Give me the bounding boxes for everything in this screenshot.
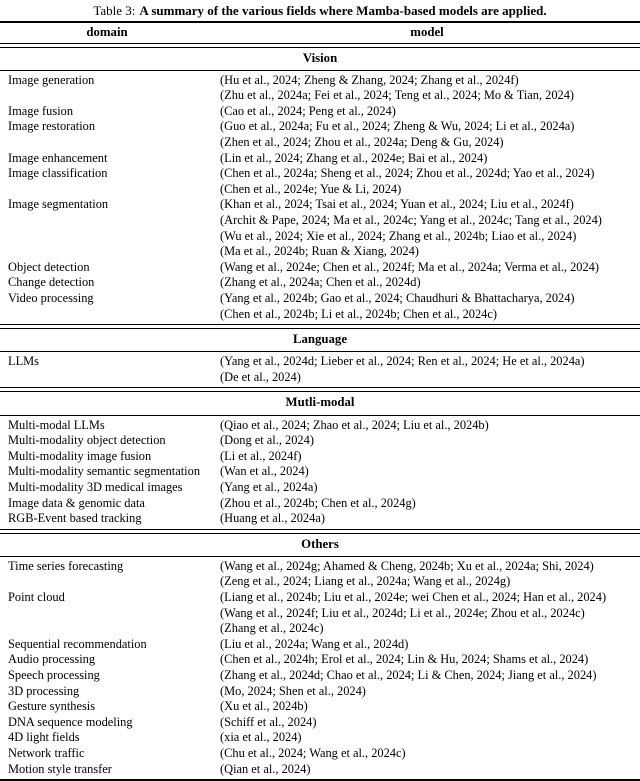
table-row (0, 668, 640, 684)
citation-line: (Zeng et al., 2024; Liang et al., 2024a; Wang et al., 2024g) (220, 574, 511, 589)
model-cell (214, 762, 640, 778)
citation-line: (Zhang et al., 2024c) (220, 621, 324, 636)
model-cell (214, 354, 640, 385)
section-header-mutli-modal: Mutli-modal (285, 395, 355, 410)
domain-cell: Image segmentation (8, 197, 109, 212)
domain-cell: Change detection (8, 275, 95, 290)
citation-line: (Liu et al., 2024a; Wang et al., 2024d) (220, 636, 409, 651)
model-cell (214, 590, 640, 637)
citation-line: (Hu et al., 2024; Zheng & Zhang, 2024; Zhang et al., 2024f) (220, 72, 519, 87)
model-cell (214, 449, 640, 465)
domain-cell: Multi-modal LLMs (8, 417, 105, 432)
model-cell (214, 119, 640, 150)
model-cell (214, 511, 640, 527)
domain-cell: Image restoration (8, 119, 96, 134)
citation-line: (Xu et al., 2024b) (220, 699, 308, 714)
domain-cell: Image classification (8, 166, 108, 181)
citation-line: (Liang et al., 2024b; Liu et al., 2024e; wei Chen et al., 2024; Han et al., 2024) (220, 590, 607, 604)
domain-cell: Sequential recommendation (8, 636, 147, 651)
model-cell (214, 418, 640, 434)
table-row (0, 354, 640, 385)
table-row (0, 511, 640, 527)
model-cell (214, 275, 640, 291)
citation-line: (Dong et al., 2024) (220, 433, 314, 448)
domain-cell: Image fusion (8, 103, 74, 118)
domain-cell: Gesture synthesis (8, 699, 96, 714)
domain-cell: Multi-modality image fusion (8, 448, 152, 463)
citation-line: (Yang et al., 2024d; Lieber et al., 2024; Ren et al., 2024; He et al., 2024a) (220, 354, 585, 369)
citation-line: (Zhang et al., 2024d; Chao et al., 2024; Li & Chen, 2024; Jiang et al., 2024) (220, 667, 597, 682)
citation-line: (Yang et al., 2024b; Gao et al., 2024; Chaudhuri & Bhattacharya, 2024) (220, 291, 575, 305)
table-row (0, 260, 640, 276)
model-cell (214, 291, 640, 322)
table-row (0, 166, 640, 197)
citation-line: (Mo, 2024; Shen et al., 2024) (220, 683, 366, 698)
model-cell (214, 496, 640, 512)
model-cell (214, 166, 640, 197)
citation-line: (Li et al., 2024f) (220, 448, 302, 463)
citation-line: (Zhang et al., 2024a; Chen et al., 2024d) (220, 275, 421, 290)
citation-line: (Zhen et al., 2024; Zhou et al., 2024a; Deng & Gu, 2024) (220, 135, 504, 150)
table-row (0, 699, 640, 715)
domain-cell: Image enhancement (8, 150, 108, 165)
model-cell (214, 668, 640, 684)
citation-line: (Chen et al., 2024a; Sheng et al., 2024; Zhou et al., 2024d; Yao et al., 2024) (220, 166, 595, 181)
table-row (0, 418, 640, 434)
model-cell (214, 480, 640, 496)
model-cell (214, 715, 640, 731)
model-cell (214, 73, 640, 104)
model-cell (214, 433, 640, 449)
citation-line: (Wang et al., 2024f; Liu et al., 2024d; Li et al., 2024e; Zhou et al., 2024c) (220, 605, 585, 620)
section-rows-mutli-modal (0, 416, 640, 529)
citation-line: (Khan et al., 2024; Tsai et al., 2024; Yuan et al., 2024; Liu et al., 2024f) (220, 197, 574, 212)
citation-line: (Huang et al., 2024a) (220, 511, 325, 526)
model-cell (214, 559, 640, 590)
table-row (0, 684, 640, 700)
citation-line: (Chu et al., 2024; Wang et al., 2024c) (220, 745, 406, 760)
domain-cell: Image data & genomic data (8, 495, 145, 510)
table-row (0, 637, 640, 653)
model-cell (214, 197, 640, 259)
caption-text: A summary of the various fields where Mamba-based models are applied. (139, 3, 547, 18)
section-rows-language (0, 352, 640, 387)
citation-line: (Lin et al., 2024; Zhang et al., 2024e; Bai et al., 2024) (220, 150, 488, 165)
domain-cell: Audio processing (8, 652, 96, 667)
model-cell (214, 464, 640, 480)
citation-line: (Cao et al., 2024; Peng et al., 2024) (220, 103, 396, 118)
model-cell (214, 730, 640, 746)
domain-cell: Network traffic (8, 745, 85, 760)
model-cell (214, 637, 640, 653)
domain-cell: Point cloud (8, 590, 65, 604)
domain-cell: Image generation (8, 72, 95, 87)
citation-line: (Chen et al., 2024h; Erol et al., 2024; Lin & Hu, 2024; Shams et al., 2024) (220, 652, 589, 667)
table-row (0, 496, 640, 512)
citation-line: (Chen et al., 2024e; Yue & Li, 2024) (220, 181, 402, 196)
citation-line: (Guo et al., 2024a; Fu et al., 2024; Zheng & Wu, 2024; Li et al., 2024a) (220, 119, 575, 134)
citation-line: (Wan et al., 2024) (220, 464, 309, 479)
table-row (0, 73, 640, 104)
model-cell (214, 699, 640, 715)
table-row (0, 762, 640, 778)
domain-cell: DNA sequence modeling (8, 714, 133, 729)
domain-cell: Multi-modality semantic segmentation (8, 464, 201, 479)
citation-line: (Schiff et al., 2024) (220, 714, 317, 729)
table-row (0, 746, 640, 762)
section-rows-others (0, 557, 640, 779)
table-row (0, 119, 640, 150)
section-rows-vision (0, 71, 640, 325)
table-row (0, 104, 640, 120)
domain-cell: Multi-modality 3D medical images (8, 479, 183, 494)
citation-line: (Wu et al., 2024; Xie et al., 2024; Zhang et al., 2024b; Liao et al., 2024) (220, 228, 577, 243)
domain-cell: Time series forecasting (8, 558, 124, 573)
table-row (0, 291, 640, 322)
domain-cell: 4D light fields (8, 730, 80, 745)
table-row (0, 449, 640, 465)
citation-line: (Chen et al., 2024b; Li et al., 2024b; Chen et al., 2024c) (220, 306, 498, 321)
table-row (0, 559, 640, 590)
domain-cell: RGB-Event based tracking (8, 511, 142, 526)
citation-line: (Yang et al., 2024a) (220, 479, 318, 494)
citation-line: (xia et al., 2024) (220, 730, 302, 745)
table-row (0, 715, 640, 731)
domain-cell: Object detection (8, 259, 90, 274)
domain-cell: Speech processing (8, 667, 100, 682)
model-cell (214, 652, 640, 668)
table-row (0, 151, 640, 167)
table-row (0, 480, 640, 496)
citation-line: (Archit & Pape, 2024; Ma et al., 2024c; Yang et al., 2024c; Tang et al., 2024) (220, 213, 602, 228)
citation-line: (Ma et al., 2024b; Ruan & Xiang, 2024) (220, 244, 419, 259)
citation-line: (Zhou et al., 2024b; Chen et al., 2024g) (220, 495, 416, 510)
table-row (0, 197, 640, 259)
table-row (0, 433, 640, 449)
table-caption (0, 0, 640, 21)
column-header-row (0, 23, 640, 43)
column-header-model: model (410, 25, 444, 39)
citation-line: (De et al., 2024) (220, 369, 301, 384)
citation-line: (Wang et al., 2024g; Ahamed & Cheng, 2024b; Xu et al., 2024a; Shi, 2024) (220, 558, 594, 573)
section-header-language: Language (292, 332, 348, 347)
table-row (0, 464, 640, 480)
table-row (0, 590, 640, 637)
model-cell (214, 151, 640, 167)
domain-cell: 3D processing (8, 683, 80, 698)
model-cell (214, 260, 640, 276)
citation-line: (Wang et al., 2024e; Chen et al., 2024f; Ma et al., 2024a; Verma et al., 2024) (220, 259, 599, 274)
table-row (0, 730, 640, 746)
section-header-vision: Vision (302, 50, 338, 65)
model-cell (214, 684, 640, 700)
model-cell (214, 746, 640, 762)
citation-line: (Qian et al., 2024) (220, 761, 311, 776)
domain-cell: Multi-modality object detection (8, 433, 166, 448)
model-cell (214, 104, 640, 120)
table-row (0, 652, 640, 668)
column-header-domain: domain (86, 25, 128, 39)
table-row (0, 275, 640, 291)
domain-cell: LLMs (8, 354, 39, 369)
table-body (0, 48, 640, 780)
citation-line: (Zhu et al., 2024a; Fei et al., 2024; Teng et al., 2024; Mo & Tian, 2024) (220, 88, 575, 103)
caption-label: Table 3: (93, 3, 136, 18)
citation-line: (Qiao et al., 2024; Zhao et al., 2024; Liu et al., 2024b) (220, 417, 489, 432)
section-header-others: Others (301, 536, 339, 551)
domain-cell: Motion style transfer (8, 761, 112, 776)
domain-cell: Video processing (8, 291, 94, 305)
